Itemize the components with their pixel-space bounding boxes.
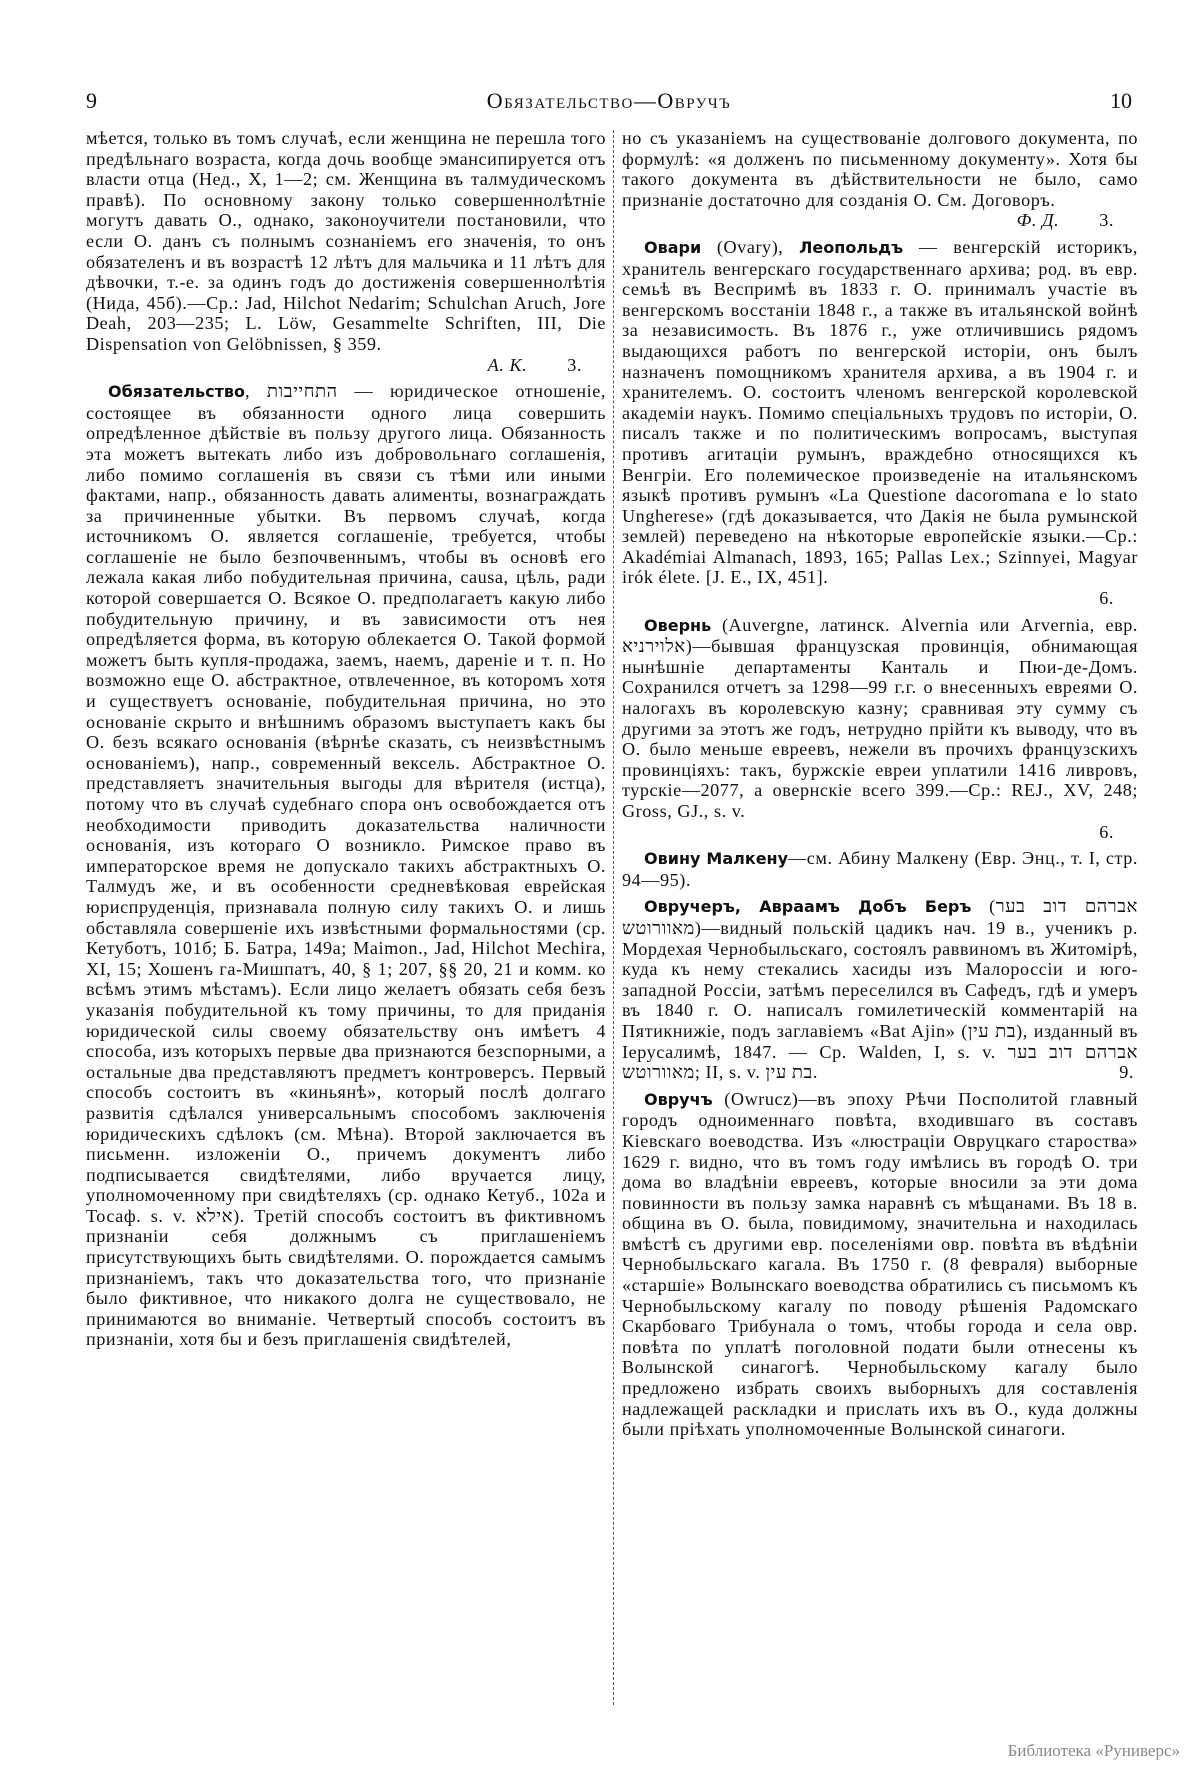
entry-ovrucher <box>622 896 1138 1082</box>
volume-marker: 3. <box>567 354 582 375</box>
page-header <box>86 88 1132 118</box>
entry-body: (Auvergne, латинск. Alvernia или Arvernia, евр. אלוירניא)—бывшая французская провинція, обнимающая нынѣшніе департаменты Канталь и Пюи-де-Домъ. Сохранился отчетъ за 1298—99 г.г. о внесенныхъ евреями О. налогахъ въ королевскую казну; сравнивая эту сумму съ другими за этотъ же годъ, нетрудно прійти къ выводу, что въ О. было меньше евреевъ, нежели въ прочихъ французскихъ провинціяхъ: такъ, буржскіе евреи уплатили 1416 ливровъ, турскіе—2077, а овернскіе всего 399.—Ср.: REJ., XV, 248; Gross, GJ., s. v. <box>622 614 1138 821</box>
author-initials: Ф. Д. <box>1016 210 1060 231</box>
entry-title: Овину Малкену <box>644 849 789 869</box>
entry-ovinu-malkenu <box>622 848 1138 890</box>
running-title: Обязательство—Овручъ <box>486 88 732 113</box>
page-number-right: 10 <box>1110 88 1132 113</box>
right-column <box>622 128 1138 1708</box>
entry-end-marker <box>622 588 1138 609</box>
entry-latin: (Ovary), <box>701 236 800 257</box>
entry-obyazatelstvo: Обязательство, התחייבות — юридическое отношеніе, состоящее въ обязанности одного лица совершить опредѣленное дѣйствіе въ пользу другого лица. Обязанность эта можетъ вытекать либо изъ добровольнаго соглашенія, либо помимо соглашенія въ связи съ тѣми или иными фактами, напр., обязанность давать алименты, вознаграждать за причиненные убытки. Въ первомъ случаѣ, когда источникомъ О. является соглашеніе, требуется, чтобы соглашеніе не было безпочвеннымъ, чтобы въ основѣ его лежала какая либо побудительная причина, causa, цѣль, ради которой совершается О. Всякое О. предполагаетъ какую либо побудительную причину, и въ зависимости отъ нея опредѣляется форма, въ которую облекается О. Такой формой можетъ быть купля-продажа, заемъ, наемъ, дареніе и т. п. Но возможно еще О. абстрактное, отвлеченное, въ которомъ хотя и существуетъ основаніе, побудительная причина, но это основаніе скрыто и внѣшнимъ образомъ выступаетъ какъ бы О. безъ всякаго основанія (вѣрнѣе сказать, съ неизвѣстнымъ основаніемъ), напр., современный вексель. Абстрактное О. представляетъ значительныя выгоды для вѣрителя (истца), потому что въ случаѣ судебнаго спора онъ освобождается отъ необходимости приводить доказательства наличности основанія, изъ котораго О возникло. Римское право въ императорское время не допускало такихъ абстрактныхъ О. Талмудъ же, и въ особенности средневѣковая еврейская юриспруденція, признавала полную силу такихъ О. и лишь обставляла совершеніе ихъ извѣстными формальностями (ср. Кетуботъ, 101б; Б. Батра, 149а; Maimon., Jad, Hilchot Mechira, XI, 15; Хошенъ га-Мишпатъ, 40, § 1; 207, §§ 20, 21 и комм. ко всѣмъ этимъ мѣстамъ). Если лицо желаетъ обязать себя безъ указанія побудительной къ тому причины, то для приданія юридической силы своему обязательству онъ имѣетъ 4 способа, изъ которыхъ первые два признаются безспорными, а остальные два представляютъ предметъ контроверсъ. Первый способъ состоитъ въ «киньянѣ», который послѣ долгаго развитія сдѣлался универсальнымъ способомъ заключенія юридическихъ сдѣлокъ (см. Мѣна). Второй заключается въ письменн. изложеніи О., причемъ документъ либо подписывается свидѣтелями, либо вручается лицу, уполномоченному при свидѣтеляхъ (ср. однако Кетуб., 102а и Тосаф. s. v. אילא). Третій способъ состоитъ въ фиктивномъ признаніи себя должнымъ съ приглашеніемъ присутствующихъ быть свидѣтелями. О. порождается самымъ признаніемъ, такъ что доказательства того, что признаніе было фиктивное, что никакого долга не существовало, не принимаются во вниманіе. Четвертый способъ состоитъ въ признаніи, хотя бы и безъ приглашенія свидѣтелей, <box>86 381 606 1350</box>
entry-title: Обязательство <box>108 382 245 402</box>
entry-title: Овернь <box>644 615 712 635</box>
page-number-left: 9 <box>86 88 97 113</box>
entry-end-marker <box>622 822 1138 843</box>
entry-overn <box>622 615 1138 822</box>
volume-marker: 6. <box>1099 821 1114 842</box>
library-watermark: Библиотека «Руниверс» <box>1007 1741 1180 1760</box>
entry-ovari <box>622 237 1138 588</box>
signature-line <box>86 355 606 376</box>
volume-marker: 9. <box>1119 1062 1134 1083</box>
volume-marker: 6. <box>1099 588 1114 609</box>
author-initials: А. К. <box>487 354 528 375</box>
continued-paragraph: но съ указаніемъ на существованіе долгового документа, по формулѣ: «я долженъ по письменному документу». Хотя бы такого документа въ дѣйствительности не было, само признаніе достаточно для созданія О. См. Договоръ. <box>622 128 1138 210</box>
entry-body: (אברהם דוב בער מאוורוטש)—видный польскій цадикъ нач. 19 в., ученикъ р. Мордехая Чернобыльскаго, состоялъ раввиномъ въ Житомірѣ, куда къ нему стекались хасиды изъ Малороссіи и юго-западной Россіи, затѣмъ переселился въ Сафедъ, гдѣ и умеръ въ 1840 г. О. написалъ гомилетическій комментарій на Пятикнижіе, подъ заглавіемъ «Bat Ajin» (בת עין), изданный въ Іерусалимѣ, 1847. — Ср. Walden, I, s. v. אברהם דוב בער מאוורוטש; II, s. v. בת עין. <box>622 896 1138 1083</box>
continued-paragraph: мѣется, только въ томъ случаѣ, если женщина не перешла того предѣльнаго возраста, когда дочь вообще эмансипируется отъ власти отца (Нед., X, 1—2; см. Женщина въ талмудическомъ правѣ). По основному закону только совершеннолѣтніе могутъ давать О., однако, законоучители постановили, что если О. данъ съ полнымъ сознаніемъ его значенія, то онъ обязателенъ и въ возрастѣ 12 лѣтъ для мальчика и 11 лѣтъ для дѣвочки, т.-е. за одинъ годъ до достиженія совершеннолѣтія (Нида, 45б).—Ср.: Jad, Hilchot Nedarim; Schulchan Aruch, Jore Deah, 203—235; L. Löw, Gesammelte Schriften, III, Die Dispensation von Gelöbnissen, § 359. <box>86 128 606 354</box>
entry-title-name: Леопольдъ <box>799 237 904 257</box>
entry-body: — венгерскій историкъ, хранитель венгерскаго государственнаго архива; род. въ евр. семьѣ въ Веспримѣ въ 1833 г. О. принималъ участіе въ венгерскомъ восстаніи 1848 г., а также въ итальянской войнѣ за независимость. Въ 1876 г., уже отличившись рядомъ выдающихся работъ по венгерской исторіи, онъ былъ назначенъ помощникомъ хранителя архива, а въ 1904 г. и хранителемъ. О. состоитъ членомъ венгерской королевской академіи наукъ. Помимо спеціальныхъ трудовъ по исторіи, О. писалъ также и по политическимъ вопросамъ, выступая противъ агитаціи румынъ, враждебно относящихся къ Венгріи. Его полемическое произведеніе на итальянскомъ языкѣ противъ румынъ «La Questione dacoromana e lo stato Ungherese» (гдѣ доказывается, что Дакія не была румынской землей) переведено на нѣкоторые европейскіе языки.—Ср.: Akadémiai Almanach, 1893, 165; Pallas Lex.; Szinnyei, Magyar irók élete. [J. E., IX, 451]. <box>622 236 1138 588</box>
entry-body: — юридическое отношеніе, состоящее въ обязанности одного лица совершить опредѣленное дѣйствіе въ пользу другого лица. Обязанность эта можетъ вытекать либо изъ добровольнаго соглашенія, либо помимо соглашенія въ связи съ тѣми или иными фактами, напр., обязанность давать алименты, вознаграждать за причиненные убытки. Въ первомъ случаѣ, когда источникомъ О. является соглашеніе, требуется, чтобы соглашеніе не было безпочвеннымъ, чтобы въ основѣ его лежала какая либо побудительная причина, causa, цѣль, ради которой совершается О. Всякое О. предполагаетъ какую либо побудительную причину, и въ зависимости отъ нея опредѣляется форма, въ которую облекается О. Такой формой можетъ быть купля-продажа, заемъ, наемъ, дареніе и т. п. Но возможно еще О. абстрактное, отвлеченное, въ которомъ хотя и существуетъ основаніе, побудительная причина, но это основаніе скрыто и внѣшнимъ образомъ выступаетъ какъ бы О. безъ всякаго основанія (вѣрнѣе сказать, съ неизвѣстнымъ основаніемъ), напр., современный вексель. Абстрактное О. представляетъ значительныя выгоды для вѣрителя (истца), потому что въ случаѣ судебнаго спора онъ освобождается отъ необходимости приводить доказательства наличности основанія, изъ котораго О возникло. Римское право въ императорское время не допускало такихъ абстрактныхъ О. Талмудъ же, и въ особенности средневѣковая еврейская юриспруденція, признавала полную силу такихъ О. и лишь обставляла совершеніе ихъ извѣстными формальностями (ср. Кетуботъ, 101б; Б. Батра, 149а; Maimon., Jad, Hilchot Mechira, XI, 15; Хошенъ га-Мишпатъ, 40, § 1; 207, §§ 20, 21 и комм. ко всѣмъ этимъ мѣстамъ). Если лицо желаетъ обязать себя безъ указанія побудительной къ тому причины, то для приданія юридической силы своему обязательству онъ имѣетъ 4 способа, изъ которыхъ первые два признаются безспорными, а остальные два представляютъ предметъ контроверсъ. Первый способъ состоитъ въ «киньянѣ», который послѣ долгаго развитія сдѣлался универсальнымъ способомъ заключенія юридическихъ сдѣлокъ (см. Мѣна). Второй заключается въ письменн. изложеніи О., причемъ документъ либо подписывается свидѣтелями, либо вручается лицу, уполномоченному при свидѣтеляхъ (ср. однако Кетуб., 102а и Тосаф. s. v. אילא). Третій способъ состоитъ въ фиктивномъ признаніи себя должнымъ съ приглашеніемъ присутствующихъ быть свидѣтелями. О. порождается самымъ признаніемъ, такъ что доказательства того, что признаніе было фиктивное, что никакого долга не существовало, не принимаются во вниманіе. Четвертый способъ состоитъ въ признаніи, хотя бы и безъ приглашенія свидѣтелей, <box>86 381 606 1350</box>
left-column <box>86 128 606 1708</box>
signature-line <box>622 210 1138 231</box>
column-divider <box>613 130 614 1705</box>
volume-marker: 3. <box>1099 210 1114 231</box>
entry-body: —см. Абину Малкену (Евр. Энц., т. I, стр. 94—95). <box>622 848 1138 890</box>
entry-title: Овари <box>644 237 702 257</box>
entry-ovruch <box>622 1089 1138 1440</box>
hebrew-term: התחייבות <box>266 381 338 402</box>
entry-title: Овручъ <box>644 1089 713 1109</box>
entry-title: Овручеръ, Авраамъ Добъ Беръ <box>644 897 972 917</box>
entry-body: (Owrucz)—въ эпоху Рѣчи Посполитой главный городъ одноименнаго повѣта, входившаго въ составъ Кіевскаго воеводства. Изъ «люстраціи Овруцкаго староства» 1629 г. видно, что въ томъ году имѣлись въ городѣ О. три дома во владѣніи евреевъ, которые вносили за эти дома повинности въ пользу замка наравнѣ съ мѣщанами. Въ 18 в. община въ О. была, повидимому, значительна и находилась вмѣстѣ съ другими евр. поселеніями овр. повѣта въ вѣдѣніи Чернобыльскаго кагала. Въ 1750 г. (8 февраля) выборные «старшіе» Волынскаго воеводства обратились съ письмомъ къ Чернобыльскому кагалу по поводу рѣшенія Радомскаго Скарбоваго Трибунала о томъ, чтобы города и села овр. повѣта по уплатѣ поголовной подати были отнесены къ Волынской синагогѣ. Чернобыльскому кагалу было предложено избрать своихъ выборныхъ для составленія надлежащей раскладки и прислать ихъ въ О., куда должны были пріѣхать уполномоченные Волынской синагоги. <box>622 1088 1138 1440</box>
